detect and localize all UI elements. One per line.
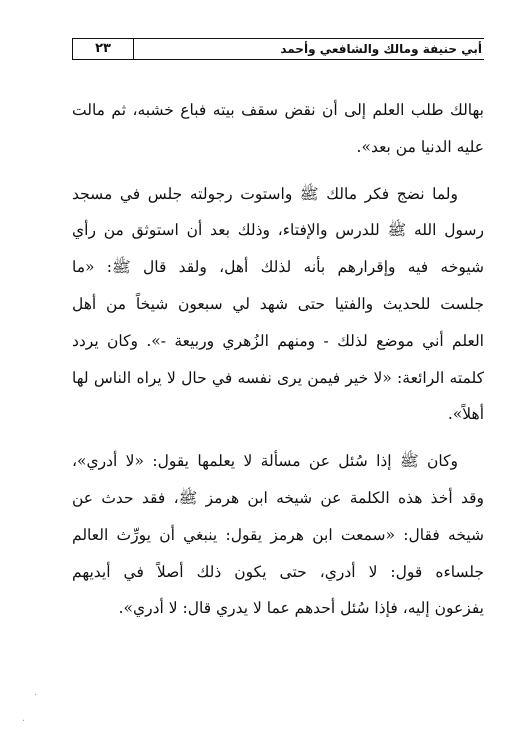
text-line-13: جلساءه قول: لا أدري، حتى يكون ذلك أصلاً في أيديهم xyxy=(72,562,484,581)
text-line-9: أهلاً». xyxy=(447,405,484,424)
text-line-1: بهالك طلب العلم إلى أن نقض سقف بيته فباع خشبه، ثم مالت xyxy=(72,101,484,119)
text-line-3: ولما نضج فكر مالك ﷺ واستوت رجولته جلس في مسجد xyxy=(72,184,458,203)
text-line-10: وكان ﷺ إذا سُئل عن مسألة لا يعلمها يقول: «لا أدري»، xyxy=(72,452,458,471)
text-line-6: جلست للحديث والفتيا حتى شهد لي سبعون شيخاً من أهل xyxy=(72,294,484,313)
text-line-12: شيخه فقال: «سمعت ابن هرمز يقول: ينبغي أن يورِّث العالم xyxy=(72,525,484,544)
text-line-11: وقد أخذ هذه الكلمة عن شيخه ابن هرمز ﷺ، فقد حدث عن xyxy=(72,488,484,507)
paragraph-gap xyxy=(72,166,484,176)
scan-speck: · xyxy=(34,690,38,701)
text-line-5: شيوخه فيه وإقرارهم بأنه لذلك أهل، ولقد قال ﷺ: «ما xyxy=(72,258,484,277)
text-line-14: يفزعون إليه، فإذا سُئل أحدهم عما لا يدري قال: لا أدري». xyxy=(118,599,484,618)
running-title: أبي حنيفة ومالك والشافعي وأحمد xyxy=(280,42,482,56)
paragraph-gap xyxy=(72,433,484,443)
text-line-8: كلمته الرائعة: «لا خير فيمن يرى نفسه في حال لا يراه الناس لها xyxy=(72,368,484,387)
scan-speck: · xyxy=(22,716,26,727)
text-line-2: عليه الدنيا من بعد». xyxy=(356,137,484,156)
text-line-4: رسول الله ﷺ للدرس والإفتاء، وذلك بعد أن استوثق من رأي xyxy=(72,221,484,240)
body-text xyxy=(72,92,484,627)
text-line-7: العلم أني موضع لذلك - ومنهم الزُهري وربيعة -». وكان يردد xyxy=(72,331,484,350)
page-header xyxy=(72,38,484,60)
page-number: ٢٣ xyxy=(72,38,134,60)
